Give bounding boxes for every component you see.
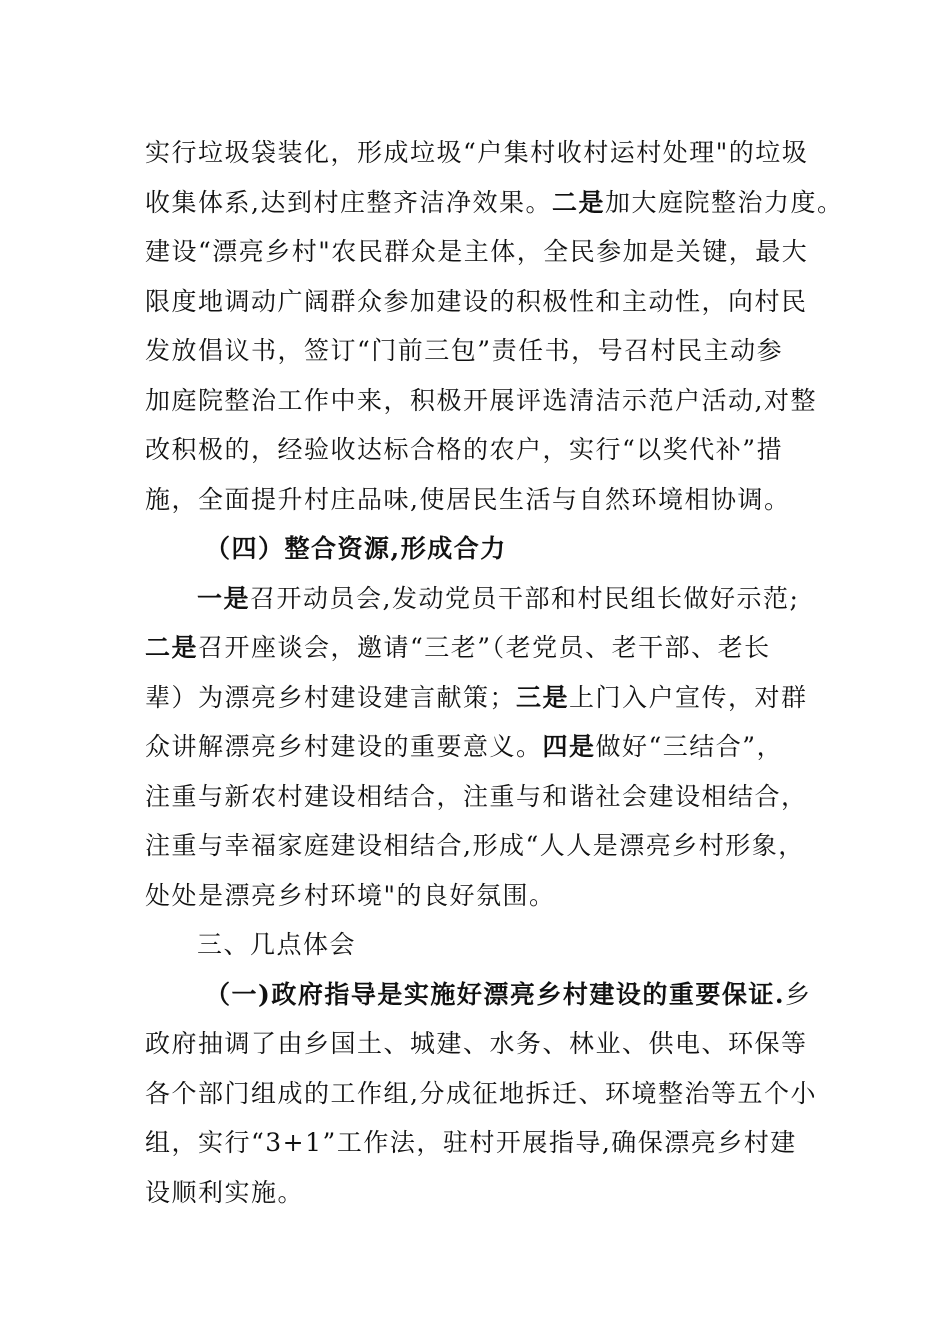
text-segment: 做好“三结合”， [595, 732, 784, 761]
text-line [145, 1118, 810, 1168]
document-body [145, 128, 844, 1217]
text-segment: 处处是漂亮乡村环境"的良好氛围。 [145, 880, 556, 910]
text-segment: 限度地调动广阔群众参加建设的积极性和主动性，向村民 [145, 286, 808, 316]
text-line [145, 623, 810, 673]
text-segment: 改积极的，经验收达标合格的农户，实行“以奖代补”措 [145, 435, 784, 464]
text-segment: 实行垃圾袋装化，形成垃圾“户集村收村运村处理"的垃圾 [145, 138, 809, 167]
text-line [145, 871, 810, 921]
text-line [145, 821, 810, 871]
text-line [145, 128, 810, 178]
text-segment: 设顺利实施。 [145, 1177, 305, 1207]
text-line [145, 524, 810, 574]
text-segment: 施，全面提升村庄品味,使居民生活与自然环境相协调。 [145, 484, 791, 514]
text-segment: 政府抽调了由乡国土、城建、水务、林业、供电、环保等 [145, 1029, 808, 1058]
bold-text-segment: 四是 [542, 732, 596, 761]
text-line [145, 722, 810, 772]
bold-text-segment: 三是 [516, 682, 570, 712]
text-segment: 加庭院整治工作中来，积极开展评选清洁示范户活动,对整 [145, 385, 817, 415]
text-line [145, 1069, 817, 1119]
text-segment: 收集体系,达到村庄整齐洁净效果。 [145, 187, 552, 217]
text-line [145, 970, 810, 1020]
text-line [145, 178, 844, 228]
text-line [145, 277, 810, 327]
bold-text-segment: 二是 [145, 633, 199, 662]
bold-text-segment: （一)政府指导是实施好漂亮乡村建设的重要保证. [205, 979, 786, 1009]
text-segment: 上门入户宣传，对群 [569, 682, 808, 712]
text-line [145, 673, 810, 723]
text-line [145, 574, 810, 624]
bold-text-segment: 一是 [197, 583, 251, 613]
text-segment: 召开动员会,发动党员干部和村民组长做好示范; [250, 583, 800, 613]
bold-text-segment: （四）整合资源,形成合力 [205, 534, 507, 563]
text-segment: 辈）为漂亮乡村建设建言献策； [145, 682, 517, 712]
text-segment: 众讲解漂亮乡村建设的重要意义。 [145, 732, 543, 761]
text-segment: 建设“漂亮乡村"农民群众是主体，全民参加是关键，最大 [145, 237, 809, 266]
text-segment: 召开座谈会，邀请“三老”（老党员、老干部、老长 [198, 633, 771, 662]
text-line [145, 1019, 810, 1069]
text-segment: 发放倡议书，签订“门前三包”责任书，号召村民主动参 [145, 336, 784, 365]
text-line [145, 920, 810, 970]
text-line [145, 326, 810, 376]
text-segment: 注重与新农村建设相结合，注重与和谐社会建设相结合， [145, 781, 808, 811]
text-segment: 组，实行“3+1”工作法，驻村开展指导,确保漂亮乡村建 [145, 1128, 797, 1157]
text-segment: 加大庭院整治力度。 [604, 187, 844, 217]
text-line [145, 425, 810, 475]
bold-text-segment: 二是 [551, 187, 605, 217]
text-line [145, 227, 810, 277]
text-line [145, 1168, 810, 1218]
text-segment: 注重与幸福家庭建设相结合,形成“人人是漂亮乡村形象， [145, 831, 805, 860]
text-line [145, 376, 817, 426]
text-line [145, 772, 810, 822]
text-segment: 乡 [785, 979, 812, 1009]
text-segment: 三、几点体会 [197, 930, 357, 959]
text-line [145, 475, 810, 525]
text-segment: 各个部门组成的工作组,分成征地拆迁、环境整治等五个小 [145, 1078, 817, 1108]
